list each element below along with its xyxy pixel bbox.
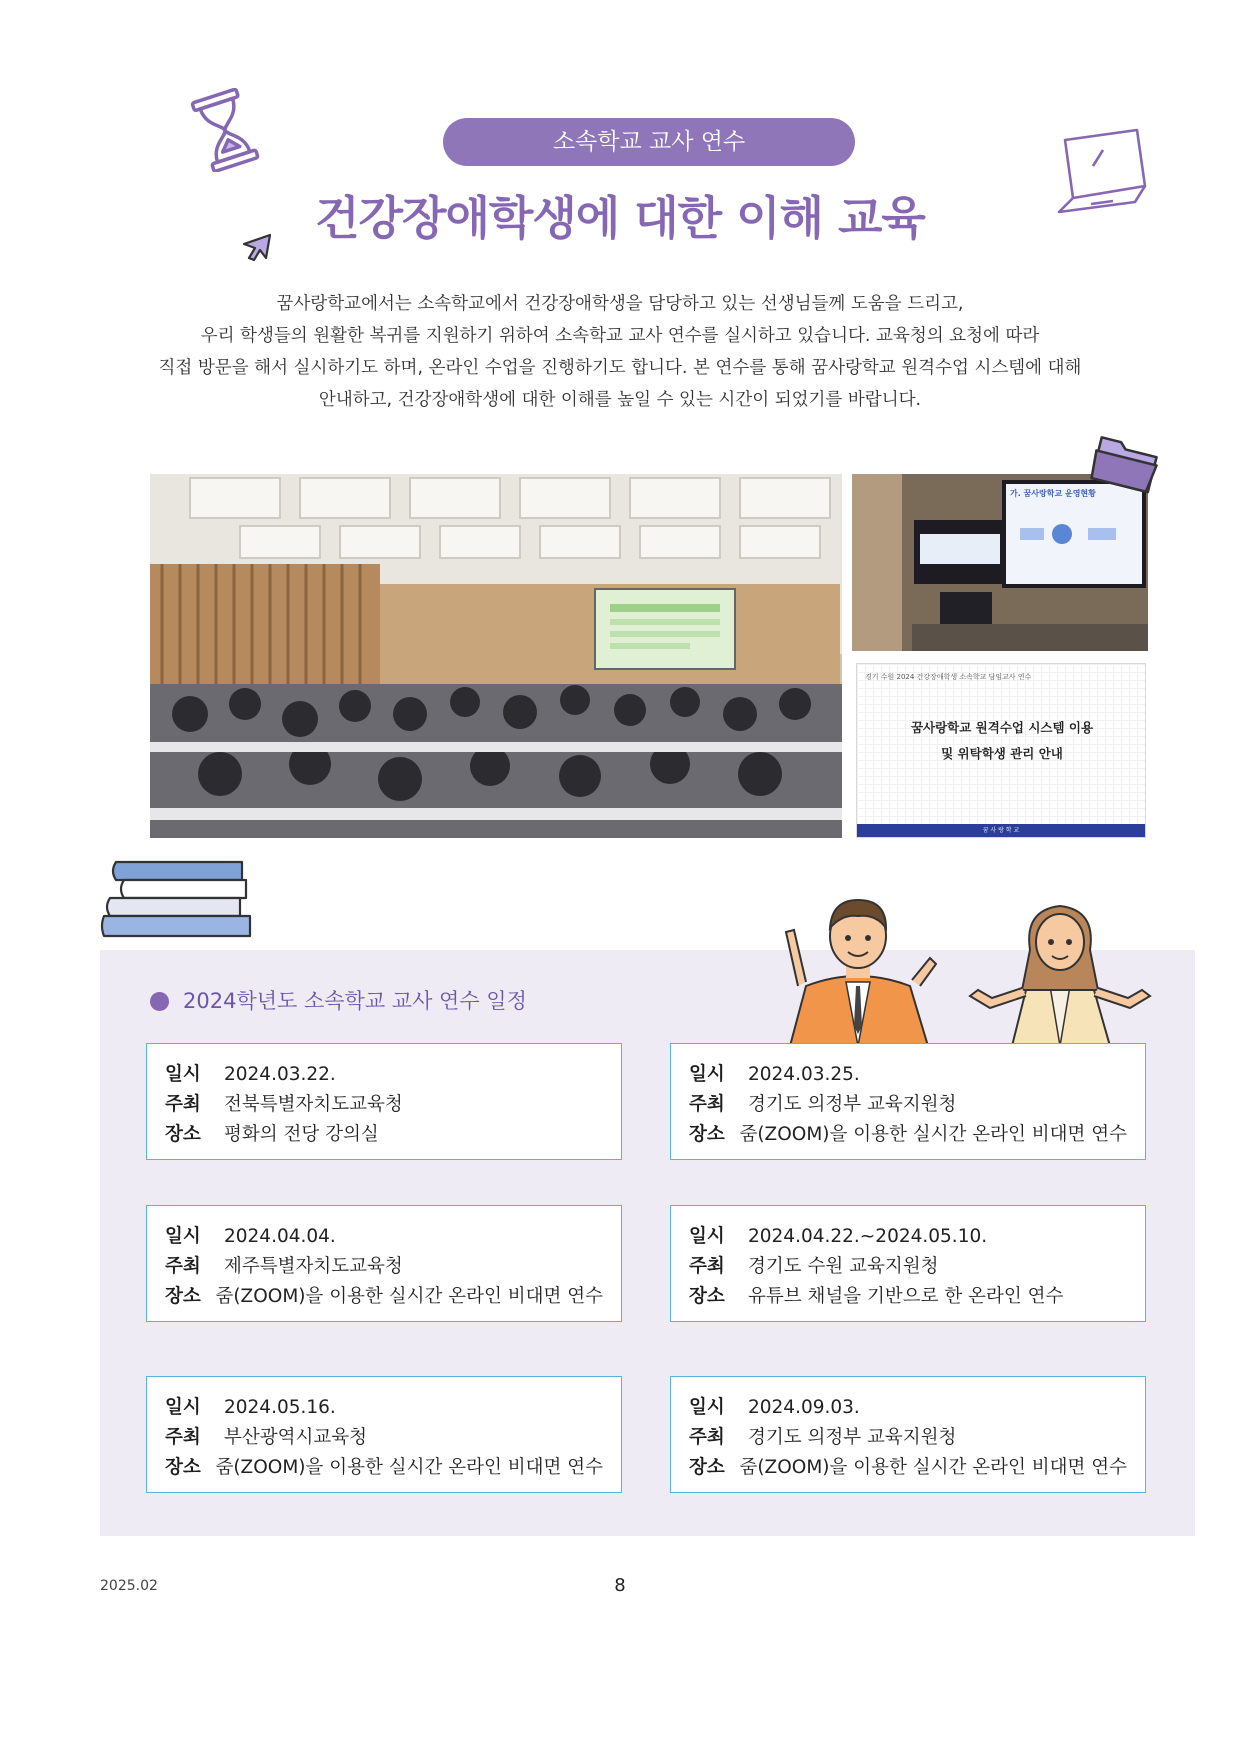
folder-icon — [1090, 432, 1162, 496]
date-value: 2024.04.04. — [224, 1226, 336, 1247]
host-label: 주최 — [689, 1256, 725, 1277]
intro-line: 안내하고, 건강장애학생에 대한 이해를 높일 수 있는 시간이 되었기를 바랍니다. — [318, 390, 922, 410]
schedule-card — [146, 1205, 622, 1322]
date-value: 2024.03.25. — [748, 1064, 860, 1085]
place-value: 유튜브 채널을 기반으로 한 온라인 연수 — [748, 1286, 1064, 1307]
host-label: 주최 — [165, 1256, 201, 1277]
page-title: 건강장애학생에 대한 이해 교육 — [315, 191, 925, 245]
place-value: 줌(ZOOM)을 이용한 실시간 온라인 비대면 연수 — [215, 1286, 603, 1307]
date-value: 2024.09.03. — [748, 1397, 860, 1418]
schedule-card — [670, 1376, 1146, 1493]
teacher-man-illustration — [770, 886, 945, 1046]
intro-line: 꿈사랑학교에서는 소속학교에서 건강장애학생을 담당하고 있는 선생님들께 도움을 드리고, — [276, 294, 964, 314]
date-label: 일시 — [165, 1226, 201, 1247]
place-value: 줌(ZOOM)을 이용한 실시간 온라인 비대면 연수 — [739, 1457, 1127, 1478]
place-value: 평화의 전당 강의실 — [224, 1124, 379, 1145]
footer-date: 2025.02 — [100, 1578, 158, 1594]
slide-title-line: 꿈사랑학교 원격수업 시스템 이용 — [910, 720, 1094, 735]
date-label: 일시 — [689, 1397, 725, 1418]
books-icon — [100, 858, 255, 956]
schedule-card — [146, 1043, 622, 1160]
host-label: 주최 — [165, 1427, 201, 1448]
date-label: 일시 — [689, 1226, 725, 1247]
monitor-setup-illustration — [852, 474, 1148, 651]
place-value: 줌(ZOOM)을 이용한 실시간 온라인 비대면 연수 — [215, 1457, 603, 1478]
date-label: 일시 — [689, 1064, 725, 1085]
presentation-slide — [856, 663, 1146, 838]
date-value: 2024.04.22.~2024.05.10. — [748, 1226, 988, 1247]
place-label: 장소 — [689, 1124, 725, 1145]
host-label: 주최 — [689, 1427, 725, 1448]
schedule-card — [146, 1376, 622, 1493]
lecture-hall-photo — [150, 474, 842, 838]
date-value: 2024.03.22. — [224, 1064, 336, 1085]
schedule-card — [670, 1205, 1146, 1322]
host-value: 경기도 수원 교육지원청 — [748, 1256, 939, 1277]
date-value: 2024.05.16. — [224, 1397, 336, 1418]
host-label: 주최 — [165, 1094, 201, 1115]
host-value: 경기도 의정부 교육지원청 — [748, 1427, 957, 1448]
place-label: 장소 — [689, 1457, 725, 1478]
slide-title-line: 및 위탁학생 관리 안내 — [941, 746, 1063, 761]
place-label: 장소 — [165, 1457, 201, 1478]
place-label: 장소 — [689, 1286, 725, 1307]
schedule-title: 2024학년도 소속학교 교사 연수 일정 — [183, 989, 527, 1013]
host-value: 제주특별자치도교육청 — [224, 1256, 403, 1277]
intro-paragraph — [150, 288, 1090, 416]
schedule-card — [670, 1043, 1146, 1160]
host-label: 주최 — [689, 1094, 725, 1115]
host-value: 경기도 의정부 교육지원청 — [748, 1094, 957, 1115]
teacher-woman-illustration — [960, 890, 1160, 1046]
slide-top-line: 경기 수원 2024 건강장애학생 소속학교 담임교사 연수 — [865, 673, 1032, 681]
slide-footer: 꿈 사 랑 학 교 — [857, 824, 1145, 837]
intro-line: 직접 방문을 해서 실시하기도 하며, 온라인 수업을 진행하기도 합니다. 본 연수를 통해 꿈사랑학교 원격수업 시스템에 대해 — [158, 358, 1082, 378]
host-value: 부산광역시교육청 — [224, 1427, 367, 1448]
page-number: 8 — [614, 1575, 626, 1596]
host-value: 전북특별자치도교육청 — [224, 1094, 403, 1115]
place-label: 장소 — [165, 1124, 201, 1145]
date-label: 일시 — [165, 1397, 201, 1418]
screen-heading: 가. 꿈사랑학교 운영현황 — [1010, 489, 1096, 498]
intro-line: 우리 학생들의 원활한 복귀를 지원하기 위하여 소속학교 교사 연수를 실시하고 있습니다. 교육청의 요청에 따라 — [200, 326, 1040, 346]
place-label: 장소 — [165, 1286, 201, 1307]
date-label: 일시 — [165, 1064, 201, 1085]
place-value: 줌(ZOOM)을 이용한 실시간 온라인 비대면 연수 — [739, 1124, 1127, 1145]
monitor-setup-photo — [852, 474, 1148, 651]
section-pill: 소속학교 교사 연수 — [443, 118, 855, 166]
hourglass-icon — [190, 88, 262, 172]
lecture-hall-illustration — [150, 474, 842, 838]
